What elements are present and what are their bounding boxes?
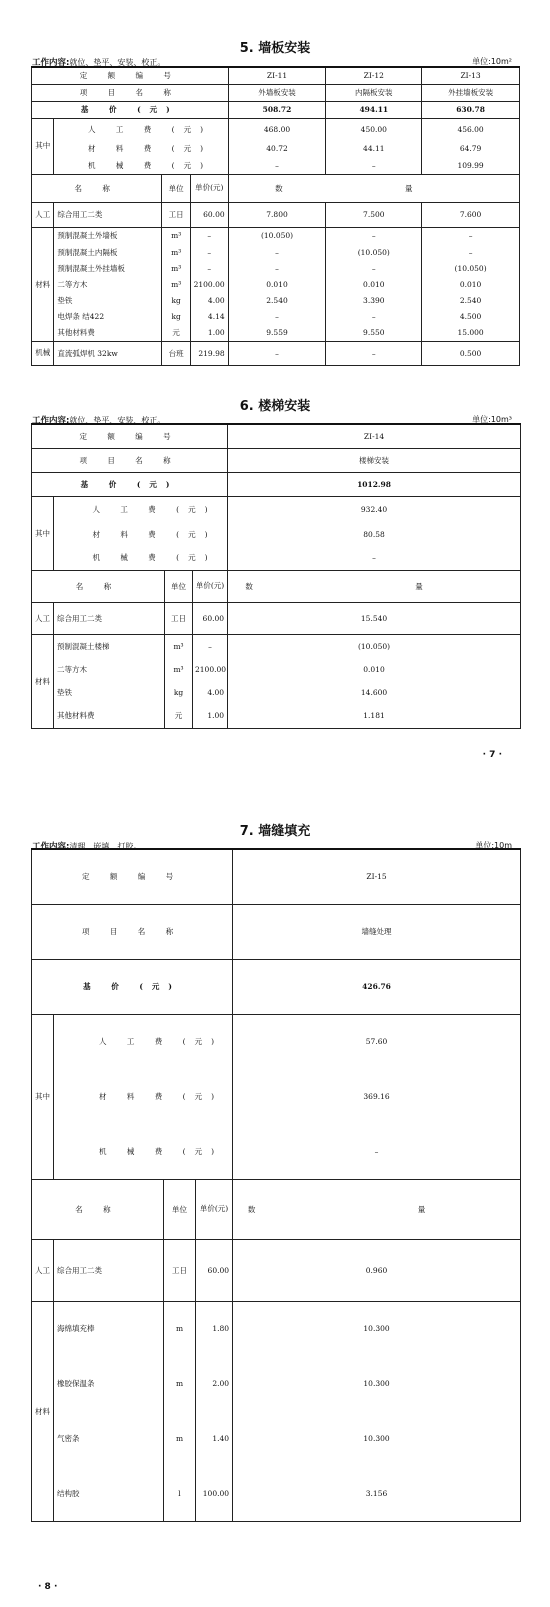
sub-value: –	[326, 157, 422, 174]
machine-qty: 0.500	[422, 341, 520, 365]
labor-qty: 15.540	[228, 602, 521, 634]
material-qty: –	[228, 308, 326, 324]
material-price: 2100.00	[193, 658, 228, 681]
material-qty: 10.300	[233, 1411, 521, 1466]
section-7-unit: 单位:10m	[475, 841, 512, 850]
material-price: 2100.00	[190, 276, 228, 292]
labor-name: 综合用工二类	[54, 1239, 164, 1301]
header-quantity: 数 量	[233, 1179, 521, 1239]
material-name: 垫铁	[54, 681, 165, 704]
code-label: 定 额 编 号	[32, 424, 228, 448]
material-qty: 14.600	[228, 681, 521, 704]
material-price: –	[193, 634, 228, 658]
code-cell: ZI-11	[228, 67, 326, 84]
item-name-cell: 楼梯安装	[228, 448, 521, 472]
sub-value: 57.60	[233, 1014, 521, 1069]
header-unit: 单位	[162, 174, 191, 202]
header-name: 名 称	[32, 174, 162, 202]
material-unit: m³	[162, 260, 191, 276]
section-6-title: 6. 楼梯安装	[239, 399, 311, 414]
page-number-8: · 8 ·	[38, 1582, 58, 1592]
among-label: 其中	[32, 1014, 54, 1179]
labor-qty: 7.800	[228, 202, 326, 227]
section-7-title: 7. 墙缝填充	[239, 824, 311, 839]
material-qty: 15.000	[422, 324, 520, 341]
material-price: –	[190, 260, 228, 276]
header-price: 单价(元)	[193, 570, 228, 602]
among-label: 其中	[32, 118, 54, 174]
material-unit: m³	[162, 227, 191, 244]
material-price: 1.00	[193, 704, 228, 728]
machine-qty: –	[326, 341, 422, 365]
material-qty: (10.050)	[422, 260, 520, 276]
material-qty: 0.010	[422, 276, 520, 292]
sub-label: 机 械 费 (元)	[54, 1124, 233, 1179]
material-qty: (10.050)	[326, 244, 422, 260]
sub-value: 109.99	[422, 157, 520, 174]
base-price-cell: 1012.98	[228, 472, 521, 496]
material-name: 二等方木	[54, 276, 162, 292]
name-label: 项 目 名 称	[32, 84, 229, 101]
material-qty: 0.010	[228, 276, 326, 292]
labor-name: 综合用工二类	[54, 202, 162, 227]
labor-name: 综合用工二类	[54, 602, 165, 634]
material-unit: m	[164, 1411, 196, 1466]
labor-qty: 7.500	[326, 202, 422, 227]
material-unit: 元	[162, 324, 191, 341]
code-cell: ZI-13	[422, 67, 520, 84]
sub-value: 44.11	[326, 140, 422, 157]
sub-label: 机 械 费 (元)	[54, 546, 228, 570]
item-name-cell: 墙缝处理	[233, 904, 521, 959]
material-qty: –	[326, 260, 422, 276]
material-price: 1.80	[196, 1301, 233, 1356]
material-name: 二等方木	[54, 658, 165, 681]
material-group-label: 材料	[32, 1301, 54, 1521]
header-price: 单价(元)	[190, 174, 228, 202]
section-6-table	[31, 423, 521, 729]
work-content-text: 就位、垫平、安装、校正。	[69, 58, 166, 67]
item-name-cell: 内隔板安装	[326, 84, 422, 101]
work-content-text: 就位、垫平、安装、校正。	[69, 416, 166, 425]
material-qty: –	[422, 244, 520, 260]
material-qty: 4.500	[422, 308, 520, 324]
material-name: 其他材料费	[54, 704, 165, 728]
section-7-table	[31, 848, 521, 1522]
material-unit: m³	[162, 244, 191, 260]
sub-value: 450.00	[326, 118, 422, 140]
name-label: 项 目 名 称	[32, 448, 228, 472]
header-quantity: 数 量	[228, 570, 521, 602]
material-price: –	[190, 244, 228, 260]
material-qty: 9.559	[228, 324, 326, 341]
work-content-label: 工作内容:	[32, 842, 70, 852]
material-qty: (10.050)	[228, 634, 521, 658]
sub-label: 材 料 费 (元)	[54, 140, 228, 157]
work-content-label: 工作内容:	[32, 416, 70, 426]
machine-price: 219.98	[190, 341, 228, 365]
item-name-cell: 外挂墙板安装	[422, 84, 520, 101]
material-name: 海绵填充棒	[54, 1301, 164, 1356]
sub-label: 机 械 费 (元)	[54, 157, 228, 174]
material-price: –	[190, 227, 228, 244]
material-qty: 3.390	[326, 292, 422, 308]
material-price: 4.14	[190, 308, 228, 324]
labor-price: 60.00	[190, 202, 228, 227]
sub-value: –	[233, 1124, 521, 1179]
code-label: 定 额 编 号	[32, 67, 229, 84]
material-price: 4.00	[193, 681, 228, 704]
material-unit: m³	[165, 634, 193, 658]
labor-unit: 工日	[162, 202, 191, 227]
sub-value: 932.40	[228, 496, 521, 522]
base-price-label: 基 价 (元)	[32, 472, 228, 496]
material-qty: 10.300	[233, 1301, 521, 1356]
sub-value: 80.58	[228, 522, 521, 546]
material-price: 2.00	[196, 1356, 233, 1411]
machine-unit: 台班	[162, 341, 191, 365]
material-qty: 10.300	[233, 1356, 521, 1411]
material-price: 1.40	[196, 1411, 233, 1466]
sub-label: 人 工 费 (元)	[54, 118, 228, 140]
material-name: 垫铁	[54, 292, 162, 308]
material-unit: m	[164, 1301, 196, 1356]
labor-price: 60.00	[196, 1239, 233, 1301]
material-price: 100.00	[196, 1466, 233, 1521]
section-5-table	[31, 66, 520, 366]
sub-label: 材 料 费 (元)	[54, 522, 228, 546]
sub-label: 材 料 费 (元)	[54, 1069, 233, 1124]
code-label: 定 额 编 号	[32, 849, 233, 904]
page-number-7: · 7 ·	[482, 750, 502, 760]
work-content-text: 清理、嵌填、打胶。	[69, 842, 142, 851]
sub-value: 64.79	[422, 140, 520, 157]
item-name-cell: 外墙板安装	[228, 84, 326, 101]
base-price-cell: 630.78	[422, 101, 520, 118]
material-qty: –	[228, 260, 326, 276]
material-group-label: 材料	[32, 227, 54, 341]
base-price-cell: 494.11	[326, 101, 422, 118]
material-name: 气密条	[54, 1411, 164, 1466]
material-unit: 元	[165, 704, 193, 728]
material-unit: kg	[162, 292, 191, 308]
header-unit: 单位	[164, 1179, 196, 1239]
material-name: 结构胶	[54, 1466, 164, 1521]
machine-qty: –	[228, 341, 326, 365]
material-qty: –	[326, 308, 422, 324]
labor-qty: 0.960	[233, 1239, 521, 1301]
material-qty: –	[422, 227, 520, 244]
material-name: 其他材料费	[54, 324, 162, 341]
material-price: 1.00	[190, 324, 228, 341]
among-label: 其中	[32, 496, 54, 570]
machine-name: 直流弧焊机 32kw	[54, 341, 162, 365]
material-qty: 3.156	[233, 1466, 521, 1521]
header-name: 名 称	[32, 570, 165, 602]
labor-group-label: 人工	[32, 202, 54, 227]
sub-label: 人 工 费 (元)	[54, 496, 228, 522]
material-unit: m³	[162, 276, 191, 292]
code-cell: ZI-15	[233, 849, 521, 904]
header-unit: 单位	[165, 570, 193, 602]
material-name: 预制混凝土内隔板	[54, 244, 162, 260]
material-unit: kg	[165, 681, 193, 704]
material-name: 预制混凝土楼梯	[54, 634, 165, 658]
base-price-cell: 426.76	[233, 959, 521, 1014]
section-5-title: 5. 墙板安装	[239, 41, 311, 56]
labor-price: 60.00	[193, 602, 228, 634]
sub-value: –	[228, 157, 326, 174]
sub-value: 369.16	[233, 1069, 521, 1124]
material-name: 橡胶保温条	[54, 1356, 164, 1411]
material-group-label: 材料	[32, 634, 54, 728]
base-price-label: 基 价 (元)	[32, 959, 233, 1014]
material-qty: –	[228, 244, 326, 260]
material-qty: (10.050)	[228, 227, 326, 244]
sub-value: 468.00	[228, 118, 326, 140]
material-name: 电焊条 结422	[54, 308, 162, 324]
machine-group-label: 机械	[32, 341, 54, 365]
name-label: 项 目 名 称	[32, 904, 233, 959]
material-name: 预制混凝土外挂墙板	[54, 260, 162, 276]
sub-label: 人 工 费 (元)	[54, 1014, 233, 1069]
material-unit: l	[164, 1466, 196, 1521]
header-quantity: 数 量	[228, 174, 519, 202]
material-price: 4.00	[190, 292, 228, 308]
sub-value: 456.00	[422, 118, 520, 140]
work-content-label: 工作内容:	[32, 58, 70, 68]
labor-group-label: 人工	[32, 602, 54, 634]
material-qty: 1.181	[228, 704, 521, 728]
labor-unit: 工日	[165, 602, 193, 634]
labor-unit: 工日	[164, 1239, 196, 1301]
material-unit: m³	[165, 658, 193, 681]
section-6-unit: 单位:10m³	[472, 415, 512, 424]
labor-qty: 7.600	[422, 202, 520, 227]
material-qty: 2.540	[228, 292, 326, 308]
section-5-unit: 单位:10m²	[472, 57, 512, 66]
material-unit: m	[164, 1356, 196, 1411]
sub-value: –	[228, 546, 521, 570]
labor-group-label: 人工	[32, 1239, 54, 1301]
material-unit: kg	[162, 308, 191, 324]
header-price: 单价(元)	[196, 1179, 233, 1239]
header-name: 名 称	[32, 1179, 164, 1239]
code-cell: ZI-14	[228, 424, 521, 448]
material-qty: 9.550	[326, 324, 422, 341]
material-qty: –	[326, 227, 422, 244]
material-qty: 0.010	[326, 276, 422, 292]
material-name: 预制混凝土外墙板	[54, 227, 162, 244]
base-price-label: 基 价 (元)	[32, 101, 229, 118]
base-price-cell: 508.72	[228, 101, 326, 118]
sub-value: 40.72	[228, 140, 326, 157]
code-cell: ZI-12	[326, 67, 422, 84]
material-qty: 0.010	[228, 658, 521, 681]
material-qty: 2.540	[422, 292, 520, 308]
